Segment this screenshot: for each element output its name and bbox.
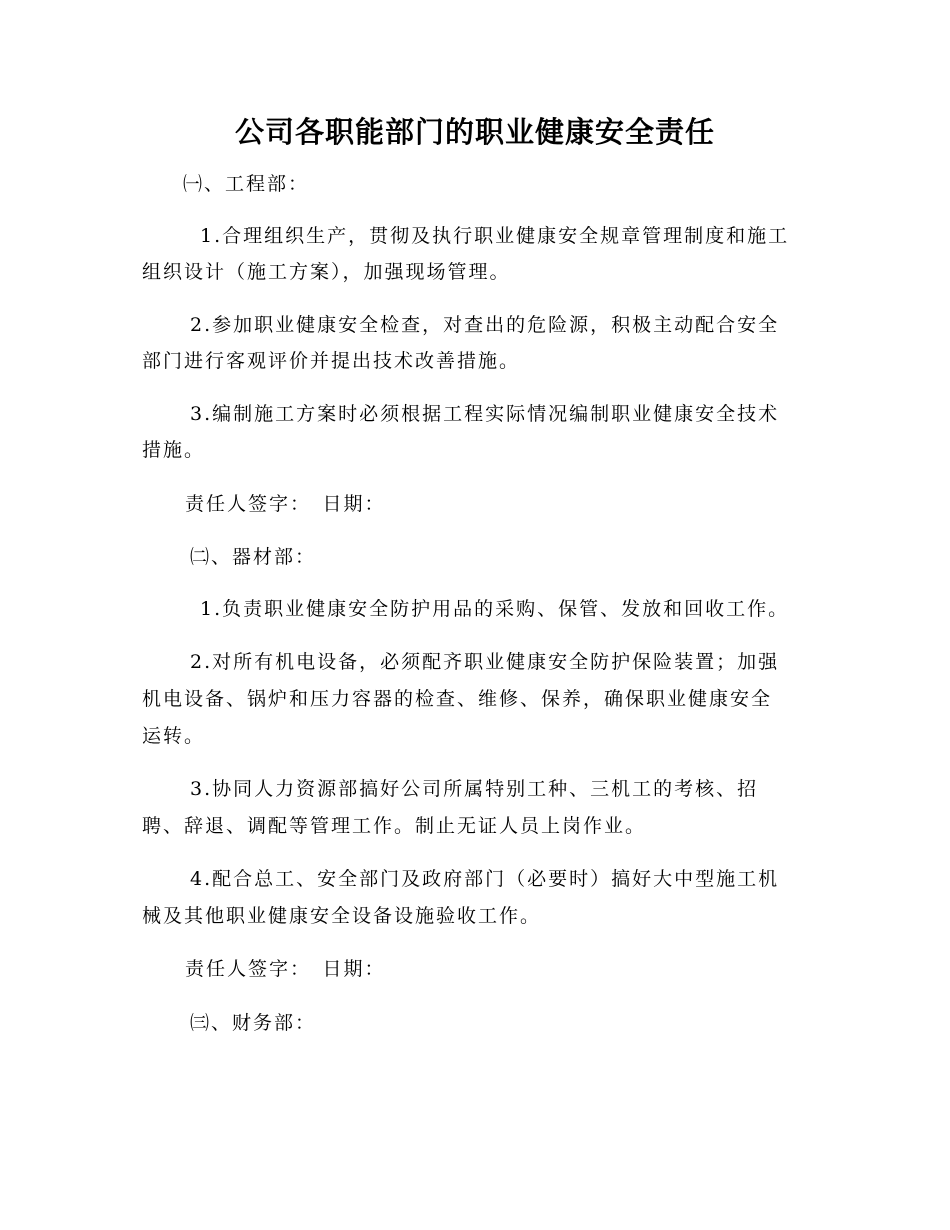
equipment-item-2-line-1: 2.对所有机电设备，必须配齐职业健康安全防护保险装置；加强 — [190, 651, 780, 673]
equipment-item-3-line-2: 聘、辞退、调配等管理工作。制止无证人员上岗作业。 — [142, 815, 647, 837]
section-heading-equipment: ㈡、器材部： — [190, 546, 317, 568]
equipment-item-4-line-1: 4.配合总工、安全部门及政府部门（必要时）搞好大中型施工机 — [190, 868, 780, 890]
equipment-item-2-line-3: 运转。 — [142, 725, 206, 747]
engineering-item-3-line-2: 措施。 — [142, 439, 206, 461]
engineering-item-3-line-1: 3.编制施工方案时必须根据工程实际情况编制职业健康安全技术 — [190, 403, 780, 425]
document-title: 公司各职能部门的职业健康安全责任 — [234, 115, 715, 149]
equipment-signature-line: 责任人签字： 日期： — [185, 958, 386, 980]
engineering-item-1-line-1: 1.合理组织生产，贯彻及执行职业健康安全规章管理制度和施工 — [200, 225, 790, 247]
engineering-signature-line: 责任人签字： 日期： — [185, 493, 386, 515]
equipment-item-3-line-1: 3.协同人力资源部搞好公司所属特别工种、三机工的考核、招 — [190, 778, 759, 800]
equipment-item-2-line-2: 机电设备、锅炉和压力容器的检查、维修、保养，确保职业健康安全 — [142, 688, 773, 710]
engineering-item-2-line-2: 部门进行客观评价并提出技术改善措施。 — [142, 350, 521, 372]
equipment-item-4-line-2: 械及其他职业健康安全设备设施验收工作。 — [142, 905, 542, 927]
section-heading-finance: ㈢、财务部： — [190, 1012, 317, 1034]
equipment-item-1-line-1: 1.负责职业健康安全防护用品的采购、保管、发放和回收工作。 — [200, 598, 790, 620]
section-heading-engineering: ㈠、工程部： — [183, 173, 310, 195]
engineering-item-1-line-2: 组织设计（施工方案），加强现场管理。 — [142, 261, 511, 283]
engineering-item-2-line-1: 2.参加职业健康安全检查，对查出的危险源，积极主动配合安全 — [190, 314, 780, 336]
